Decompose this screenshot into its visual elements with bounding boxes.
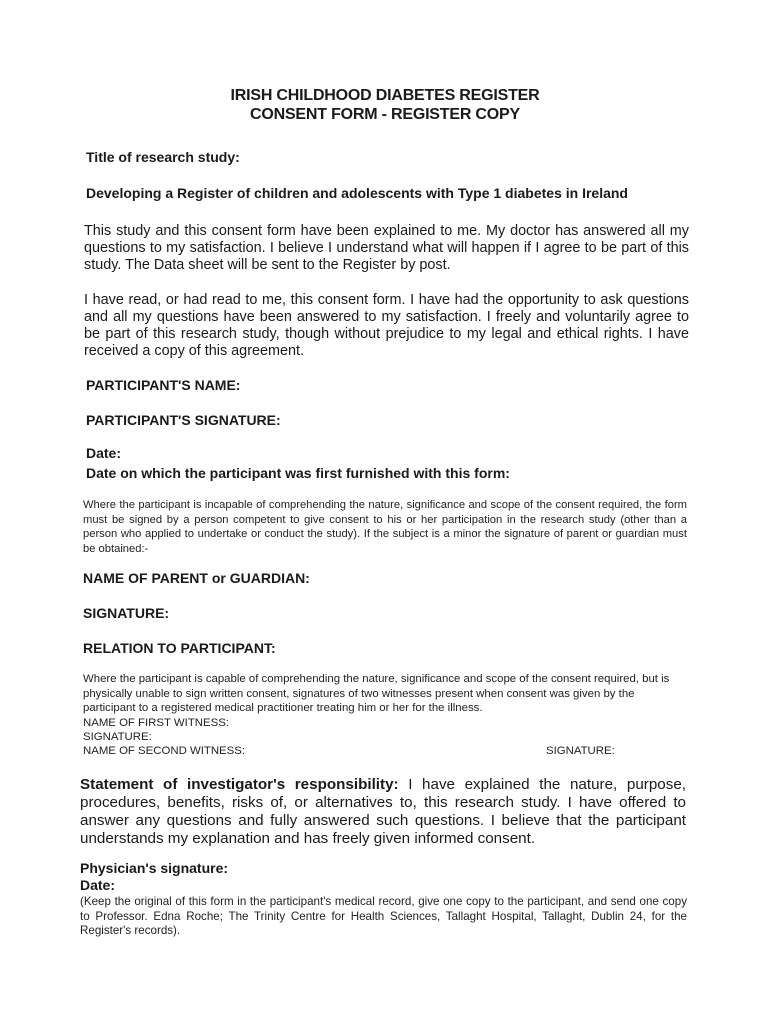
investigator-statement-heading: Statement of investigator's responsibility: [80,776,399,793]
relation-to-participant-label: RELATION TO PARTICIPANT: [83,640,276,656]
explanation-paragraph: This study and this consent form have been explained to me. My doctor has answered all my questions to my satisfaction. I believe I understand what will happen if I agree to be part of this study. The Data sheet will be sent to the Register by post. [84,223,689,273]
physician-date-label: Date: [80,877,116,893]
first-witness-signature-label: SIGNATURE: [83,731,152,743]
record-keeping-instructions: (Keep the original of this form in the participant's medical record, give one copy to the participant, and send one copy to Professor. Edna Roche; The Trinity Centre for Health Sciences, Tallaght Hospital, Tallaght, Dublin 24, for the Register's records). [80,895,687,937]
agreement-paragraph: I have read, or had read to me, this consent form. I have had the opportunity to ask questions and all my questions have been answered to my satisfaction. I freely and voluntarily agree to be part of this research study, though without prejudice to my legal and ethical rights. I have received a copy of this agreement. [84,292,689,359]
study-title-label: Title of research study: [86,149,240,165]
participant-signature-label: PARTICIPANT'S SIGNATURE: [86,412,281,428]
first-furnished-date-label: Date on which the participant was first furnished with this form: [86,465,510,481]
second-witness-signature-label: SIGNATURE: [546,745,615,757]
witness-note: Where the participant is capable of comprehending the nature, significance and scope of the consent required, but is physically unable to sign written consent, signatures of two witnesses present when consent was given by the participant to a registered medical practitioner treating him or her for the illness. [83,673,670,714]
guardian-name-label: NAME OF PARENT or GUARDIAN: [83,570,310,586]
participant-name-label: PARTICIPANT'S NAME: [86,377,241,393]
form-title-line-2: CONSENT FORM - REGISTER COPY [250,106,520,123]
guardian-signature-label: SIGNATURE: [83,605,170,621]
investigator-statement [80,776,686,848]
second-witness-name-label: NAME OF SECOND WITNESS: [83,745,246,757]
first-witness-name-label: NAME OF FIRST WITNESS: [83,717,229,729]
physician-signature-label: Physician's signature: [80,860,229,876]
study-title-value: Developing a Register of children and adolescents with Type 1 diabetes in Ireland [86,185,628,201]
incapable-participant-note: Where the participant is incapable of comprehending the nature, significance and scope of the consent required, the form must be signed by a person competent to give consent to his or her participation in the research study (other than a person who applied to undertake or conduct the study). If the subject is a minor the signature of parent or guardian must be obtained:- [83,499,687,555]
participant-date-label: Date: [86,445,122,461]
form-title-line-1: IRISH CHILDHOOD DIABETES REGISTER [230,87,540,104]
investigator-statement-text: I have explained the nature, purpose, procedures, benefits, risks of, or alternatives to, this research study. I have offered to answer any questions and fully answered such questions. I believe that the participant understands my explanation and has freely given informed consent. [80,776,686,847]
